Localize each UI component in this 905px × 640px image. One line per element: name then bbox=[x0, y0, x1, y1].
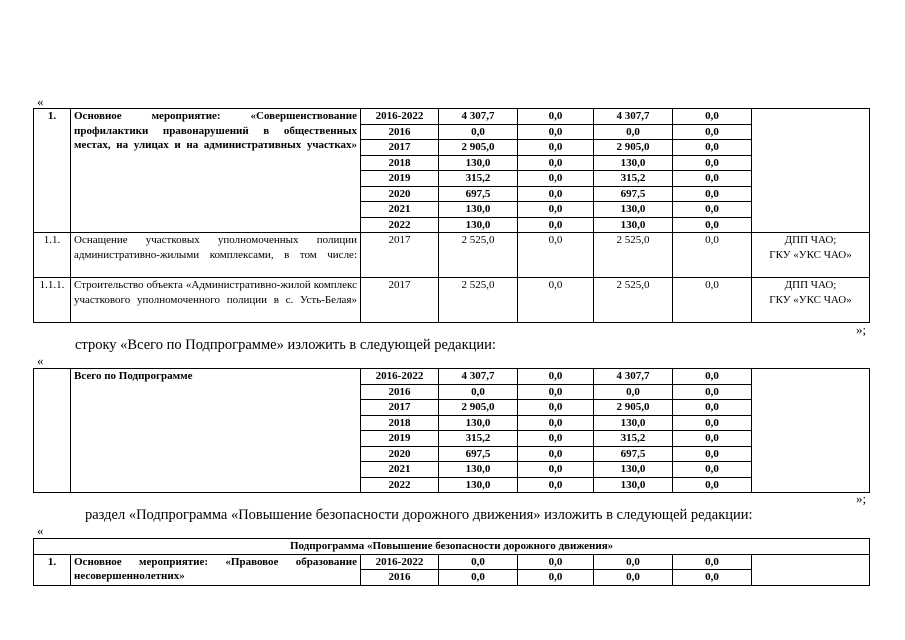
federal-cell: 0,0 bbox=[518, 217, 594, 233]
federal-cell: 0,0 bbox=[518, 186, 594, 202]
year-cell: 2016-2022 bbox=[361, 554, 439, 570]
regional-cell: 2 905,0 bbox=[594, 140, 673, 156]
responsible-cell bbox=[752, 233, 870, 278]
year-cell: 2016-2022 bbox=[361, 109, 439, 125]
responsible-cell bbox=[752, 554, 870, 585]
regional-cell: 2 905,0 bbox=[594, 400, 673, 416]
total-cell: 130,0 bbox=[439, 217, 518, 233]
year-cell: 2016 bbox=[361, 384, 439, 400]
table-row bbox=[34, 109, 870, 125]
regional-cell: 315,2 bbox=[594, 431, 673, 447]
other-cell: 0,0 bbox=[673, 570, 752, 586]
federal-cell: 0,0 bbox=[518, 369, 594, 385]
total-cell: 130,0 bbox=[439, 155, 518, 171]
total-cell: 697,5 bbox=[439, 186, 518, 202]
other-cell: 0,0 bbox=[673, 384, 752, 400]
regional-cell: 4 307,7 bbox=[594, 109, 673, 125]
row-number: 1.1. bbox=[34, 233, 71, 278]
federal-cell: 0,0 bbox=[518, 278, 594, 323]
regional-cell: 0,0 bbox=[594, 124, 673, 140]
year-cell: 2017 bbox=[361, 400, 439, 416]
subprogram-caption: Подпрограмма «Повышение безопасности дорожного движения» bbox=[34, 539, 870, 555]
total-cell: 130,0 bbox=[439, 462, 518, 478]
other-cell: 0,0 bbox=[673, 431, 752, 447]
federal-cell: 0,0 bbox=[518, 384, 594, 400]
regional-cell: 130,0 bbox=[594, 155, 673, 171]
regional-cell: 2 525,0 bbox=[594, 233, 673, 278]
total-cell: 0,0 bbox=[439, 570, 518, 586]
federal-cell: 0,0 bbox=[518, 233, 594, 278]
other-cell: 0,0 bbox=[673, 278, 752, 323]
intro-section-line: раздел «Подпрограмма «Повышение безопасности дорожного движения» изложить в следующей редакции: bbox=[85, 507, 753, 523]
other-cell: 0,0 bbox=[673, 155, 752, 171]
federal-cell: 0,0 bbox=[518, 171, 594, 187]
total-cell: 0,0 bbox=[439, 554, 518, 570]
year-cell: 2016 bbox=[361, 570, 439, 586]
row-number: 1. bbox=[34, 109, 71, 233]
intro-total-line: строку «Всего по Подпрограмме» изложить в следующей редакции: bbox=[75, 337, 496, 353]
table-row bbox=[34, 233, 870, 278]
other-cell: 0,0 bbox=[673, 477, 752, 493]
year-cell: 2020 bbox=[361, 446, 439, 462]
federal-cell: 0,0 bbox=[518, 462, 594, 478]
table-total-subprogram bbox=[33, 368, 870, 493]
regional-cell: 0,0 bbox=[594, 384, 673, 400]
other-cell: 0,0 bbox=[673, 124, 752, 140]
opening-quote-1: « bbox=[37, 94, 44, 109]
row-number: 1. bbox=[34, 554, 71, 585]
other-cell: 0,0 bbox=[673, 400, 752, 416]
other-cell: 0,0 bbox=[673, 109, 752, 125]
responsible-line-2: ГКУ «УКС ЧАО» bbox=[769, 248, 852, 261]
federal-cell: 0,0 bbox=[518, 109, 594, 125]
other-cell: 0,0 bbox=[673, 186, 752, 202]
closing-quote-2: »; bbox=[856, 491, 867, 506]
year-cell: 2019 bbox=[361, 171, 439, 187]
federal-cell: 0,0 bbox=[518, 140, 594, 156]
regional-cell: 130,0 bbox=[594, 217, 673, 233]
responsible-line-1: ДПП ЧАО; bbox=[784, 234, 837, 246]
other-cell: 0,0 bbox=[673, 415, 752, 431]
year-cell: 2016-2022 bbox=[361, 369, 439, 385]
federal-cell: 0,0 bbox=[518, 415, 594, 431]
total-cell: 2 525,0 bbox=[439, 233, 518, 278]
regional-cell: 4 307,7 bbox=[594, 369, 673, 385]
table-row bbox=[34, 369, 870, 385]
closing-quote-1: »; bbox=[856, 322, 867, 337]
opening-quote-2: « bbox=[37, 353, 44, 368]
total-cell: 4 307,7 bbox=[439, 369, 518, 385]
regional-cell: 0,0 bbox=[594, 570, 673, 586]
regional-cell: 130,0 bbox=[594, 462, 673, 478]
other-cell: 0,0 bbox=[673, 446, 752, 462]
total-cell: 697,5 bbox=[439, 446, 518, 462]
regional-cell: 315,2 bbox=[594, 171, 673, 187]
measure-name: Основное мероприятие: «Правовое образование несовершеннолетних» bbox=[71, 554, 361, 585]
other-cell: 0,0 bbox=[673, 369, 752, 385]
total-cell: 130,0 bbox=[439, 415, 518, 431]
total-cell: 0,0 bbox=[439, 384, 518, 400]
federal-cell: 0,0 bbox=[518, 202, 594, 218]
table-row bbox=[34, 554, 870, 570]
table-road-safety bbox=[33, 538, 870, 586]
federal-cell: 0,0 bbox=[518, 554, 594, 570]
row-number bbox=[34, 369, 71, 493]
year-cell: 2022 bbox=[361, 217, 439, 233]
year-cell: 2018 bbox=[361, 415, 439, 431]
other-cell: 0,0 bbox=[673, 202, 752, 218]
federal-cell: 0,0 bbox=[518, 431, 594, 447]
year-cell: 2018 bbox=[361, 155, 439, 171]
measure-name: Всего по Подпрограмме bbox=[71, 369, 361, 493]
caption-row bbox=[34, 539, 870, 555]
other-cell: 0,0 bbox=[673, 171, 752, 187]
year-cell: 2020 bbox=[361, 186, 439, 202]
measure-name: Основное мероприятие: «Совершенствование профилактики правонарушений в общественных местах, на улицах и на административных участках» bbox=[71, 109, 361, 233]
other-cell: 0,0 bbox=[673, 217, 752, 233]
total-cell: 130,0 bbox=[439, 477, 518, 493]
total-cell: 4 307,7 bbox=[439, 109, 518, 125]
other-cell: 0,0 bbox=[673, 233, 752, 278]
regional-cell: 0,0 bbox=[594, 554, 673, 570]
year-cell: 2017 bbox=[361, 278, 439, 323]
responsible-line-1: ДПП ЧАО; bbox=[784, 279, 837, 291]
other-cell: 0,0 bbox=[673, 140, 752, 156]
total-cell: 315,2 bbox=[439, 431, 518, 447]
responsible-cell bbox=[752, 109, 870, 233]
responsible-line-2: ГКУ «УКС ЧАО» bbox=[769, 293, 852, 306]
opening-quote-3: « bbox=[37, 523, 44, 538]
total-cell: 2 905,0 bbox=[439, 140, 518, 156]
federal-cell: 0,0 bbox=[518, 400, 594, 416]
other-cell: 0,0 bbox=[673, 462, 752, 478]
measure-name: Оснащение участковых уполномоченных полиции административно-жилыми комплексами, в том числе: bbox=[71, 233, 361, 278]
total-cell: 2 525,0 bbox=[439, 278, 518, 323]
total-cell: 2 905,0 bbox=[439, 400, 518, 416]
total-cell: 315,2 bbox=[439, 171, 518, 187]
row-number: 1.1.1. bbox=[34, 278, 71, 323]
measure-name: Строительство объекта «Административно-жилой комплекс участкового уполномоченного полиции в с. Усть-Белая» bbox=[71, 278, 361, 323]
federal-cell: 0,0 bbox=[518, 124, 594, 140]
federal-cell: 0,0 bbox=[518, 446, 594, 462]
regional-cell: 697,5 bbox=[594, 186, 673, 202]
federal-cell: 0,0 bbox=[518, 155, 594, 171]
year-cell: 2022 bbox=[361, 477, 439, 493]
table-main-measure bbox=[33, 108, 870, 323]
regional-cell: 697,5 bbox=[594, 446, 673, 462]
year-cell: 2021 bbox=[361, 462, 439, 478]
other-cell: 0,0 bbox=[673, 554, 752, 570]
responsible-cell bbox=[752, 278, 870, 323]
regional-cell: 2 525,0 bbox=[594, 278, 673, 323]
federal-cell: 0,0 bbox=[518, 570, 594, 586]
year-cell: 2016 bbox=[361, 124, 439, 140]
total-cell: 0,0 bbox=[439, 124, 518, 140]
regional-cell: 130,0 bbox=[594, 415, 673, 431]
federal-cell: 0,0 bbox=[518, 477, 594, 493]
year-cell: 2017 bbox=[361, 140, 439, 156]
regional-cell: 130,0 bbox=[594, 202, 673, 218]
responsible-cell bbox=[752, 369, 870, 493]
table-row bbox=[34, 278, 870, 323]
year-cell: 2017 bbox=[361, 233, 439, 278]
year-cell: 2021 bbox=[361, 202, 439, 218]
regional-cell: 130,0 bbox=[594, 477, 673, 493]
total-cell: 130,0 bbox=[439, 202, 518, 218]
year-cell: 2019 bbox=[361, 431, 439, 447]
